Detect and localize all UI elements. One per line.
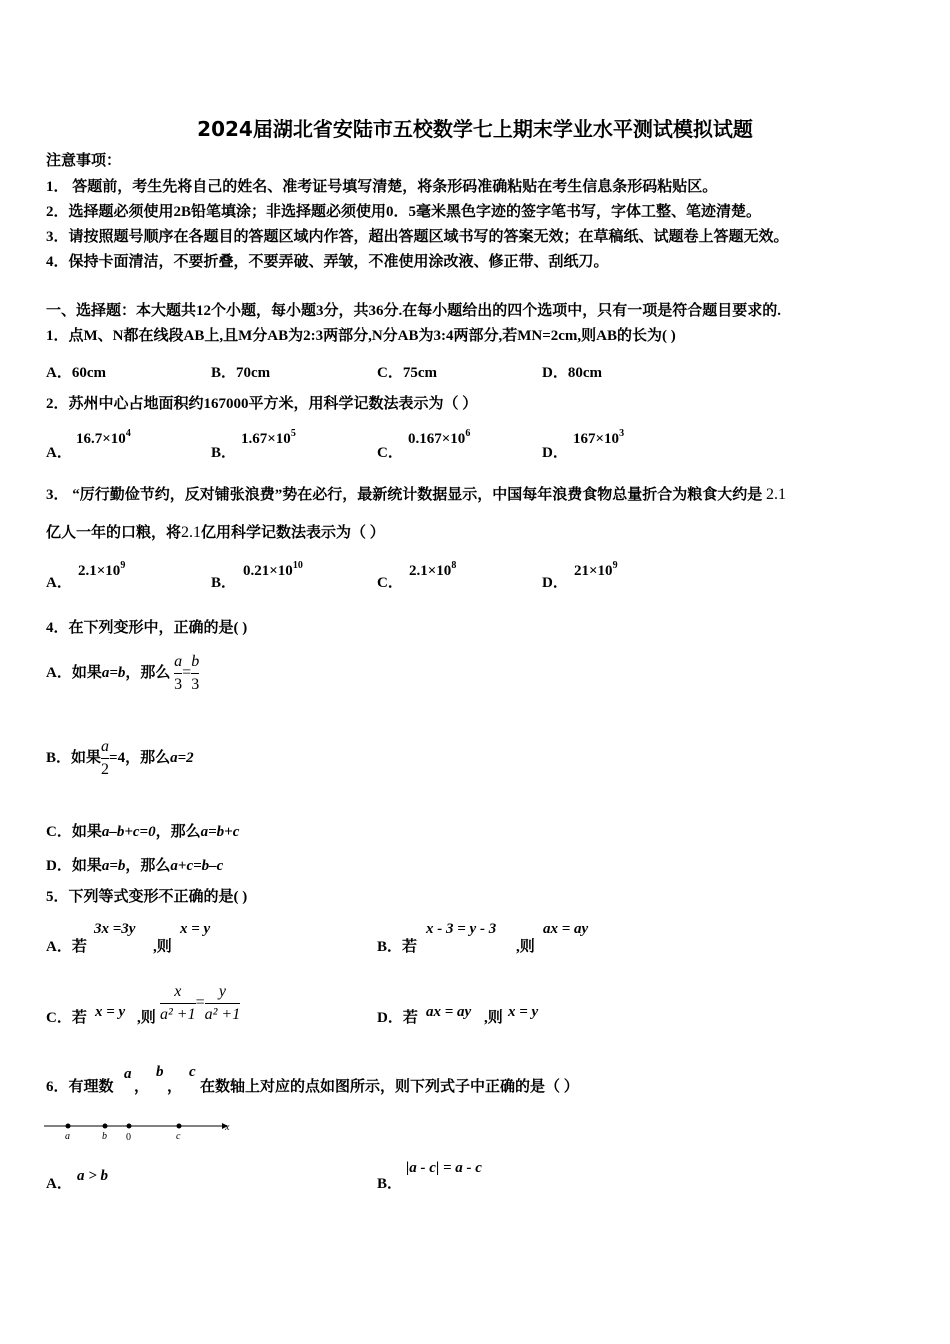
q4-option-c: C．如果a–b+c=0，那么a=b+c (46, 824, 240, 840)
q3-option-d-label: D． (542, 575, 568, 591)
q5-option-b-label: B．若 (377, 939, 418, 955)
q1-stem: 1．点M、N都在线段AB上,且M分AB为2:3两部分,N分AB为3:4两部分,若MN=2cm,则AB的长为( ) (46, 328, 676, 344)
q3-option-a-value: $2.1\times 10^9$ (78, 560, 126, 579)
q5-option-a-label: A．若 (46, 939, 87, 955)
q2-option-c-value: $0.167\times 10^6$ (408, 428, 471, 447)
q3-option-b-label: B． (211, 575, 237, 591)
q5-option-c-then: ,则 (137, 1010, 156, 1026)
q2-option-d-value: $167\times 10^3$ (573, 428, 625, 447)
q6-option-a-label: A． (46, 1176, 72, 1192)
q5-option-a-cond: 3x =3y (94, 921, 136, 937)
q3-option-c-value: $2.1\times 10^8$ (409, 560, 457, 579)
q2-option-a-value: $16.7\times 10^4$ (76, 428, 131, 447)
q1-option-a: A．60cm (46, 365, 106, 381)
q5-option-d-cond: ax = ay (426, 1004, 472, 1020)
q5-option-d-result: x = y (508, 1004, 539, 1020)
point-0 (127, 1124, 132, 1129)
q6-var-b: b (156, 1064, 164, 1080)
page-title: 2024届湖北省安陆市五校数学七上期末学业水平测试模拟试题 (197, 117, 753, 141)
q4-option-b: B．如果 $\frac{a}{2}$ =4，那么a=2 (46, 738, 194, 778)
q6-var-a: a (124, 1066, 132, 1082)
label-zero: 0 (126, 1132, 131, 1143)
q3-stem-line1: 3． “厉行勤俭节约，反对铺张浪费”势在必行，最新统计数据显示，中国每年浪费食物总量折合为粮食大约是 2.1 (46, 486, 787, 503)
q3-option-c-label: C． (377, 575, 403, 591)
q6-comma: ， (134, 1079, 150, 1095)
q5-option-d-label: D．若 (377, 1010, 418, 1026)
q4-option-a: A．如果a=b，那么 $\frac{a}{3}$ = $\frac{b}{3}$ (46, 653, 200, 693)
q5-option-b-cond: x - 3 = y - 3 (426, 921, 497, 937)
q2-stem: 2．苏州中心占地面积约167000平方米，用科学记数法表示为（ ） (46, 396, 478, 412)
point-a (66, 1124, 71, 1129)
q5-option-b-then: ,则 (516, 939, 535, 955)
label-x: x (225, 1122, 230, 1133)
notice-heading: 注意事项： (46, 153, 122, 169)
q4-stem: 4．在下列变形中，正确的是( ) (46, 620, 248, 636)
number-line (44, 1118, 244, 1148)
section-heading: 一、选择题：本大题共12个小题，每小题3分，共36分.在每小题给出的四个选项中，只有一项是符合题目要求的. (46, 303, 782, 319)
q5-option-c-equation: $\frac{x}{\text{a² +1}}$ = $\frac{y}{\text{a² +1}}$ (160, 983, 241, 1023)
q2-option-d-label: D． (542, 445, 568, 461)
q5-option-a-then: ,则 (153, 939, 172, 955)
q1-option-d: D．80cm (542, 365, 602, 381)
q2-option-b-value: $1.67\times 10^5$ (241, 428, 296, 447)
q5-option-a-result: x = y (180, 921, 211, 937)
q5-option-c-cond: x = y (95, 1004, 126, 1020)
label-a: a (65, 1131, 70, 1142)
q3-option-a-label: A． (46, 575, 72, 591)
point-b (103, 1124, 108, 1129)
point-c (177, 1124, 182, 1129)
q2-option-b-label: B． (211, 445, 237, 461)
q6-stem-suffix: 在数轴上对应的点如图所示，则下列式子中正确的是（ ） (200, 1079, 579, 1095)
q3-option-d-value: $21\times 10^9$ (574, 560, 618, 579)
q6-option-a-expr: a > b (77, 1168, 109, 1184)
q3-option-b-value: $0.21\times 10^{10}$ (243, 560, 303, 579)
q2-option-a-label: A． (46, 445, 72, 461)
q5-option-c-label: C．若 (46, 1010, 87, 1026)
label-b: b (102, 1131, 107, 1142)
q1-option-c: C．75cm (377, 365, 437, 381)
q4-b-fraction: $\frac{a}{2}$ (101, 738, 110, 778)
q4-option-d: D．如果a=b，那么a+c=b–c (46, 858, 224, 874)
notice-item: 3．请按照题号顺序在各题目的答题区域内作答，超出答题区域书写的答案无效；在草稿纸、试题卷上答题无效。 (46, 229, 789, 245)
q6-comma: ， (167, 1079, 183, 1095)
q5-option-b-result: ax = ay (543, 921, 589, 937)
label-c: c (176, 1131, 181, 1142)
q2-option-c-label: C． (377, 445, 403, 461)
notice-item: 4．保持卡面清洁，不要折叠，不要弄破、弄皱，不准使用涂改液、修正带、刮纸刀。 (46, 254, 609, 270)
q3-stem-line2: 亿人一年的口粮，将2.1亿用科学记数法表示为（ ） (46, 524, 385, 541)
q1-option-b: B．70cm (211, 365, 271, 381)
notice-item: 2．选择题必须使用2B铅笔填涂；非选择题必须使用0．5毫米黑色字迹的签字笔书写，字体工整、笔迹清楚。 (46, 204, 762, 220)
notice-item: 1． 答题前，考生先将自己的姓名、准考证号填写清楚，将条形码准确粘贴在考生信息条形码粘贴区。 (46, 179, 718, 195)
q5-option-d-then: ,则 (484, 1010, 503, 1026)
q6-stem-prefix: 6．有理数 (46, 1079, 114, 1095)
q5-stem: 5．下列等式变形不正确的是( ) (46, 889, 248, 905)
q4-a-fraction-left: $\frac{a}{3}$ (174, 653, 183, 693)
q6-option-b-label: B． (377, 1176, 403, 1192)
q6-var-c: c (189, 1064, 196, 1080)
q5-c-fraction-right: $\frac{y}{\text{a² +1}}$ (204, 983, 241, 1023)
q4-a-fraction-right: $\frac{b}{3}$ (191, 653, 200, 693)
q6-option-b-expr: |a - c| = a - c (406, 1160, 482, 1176)
q5-c-fraction-left: $\frac{x}{\text{a² +1}}$ (160, 983, 196, 1023)
